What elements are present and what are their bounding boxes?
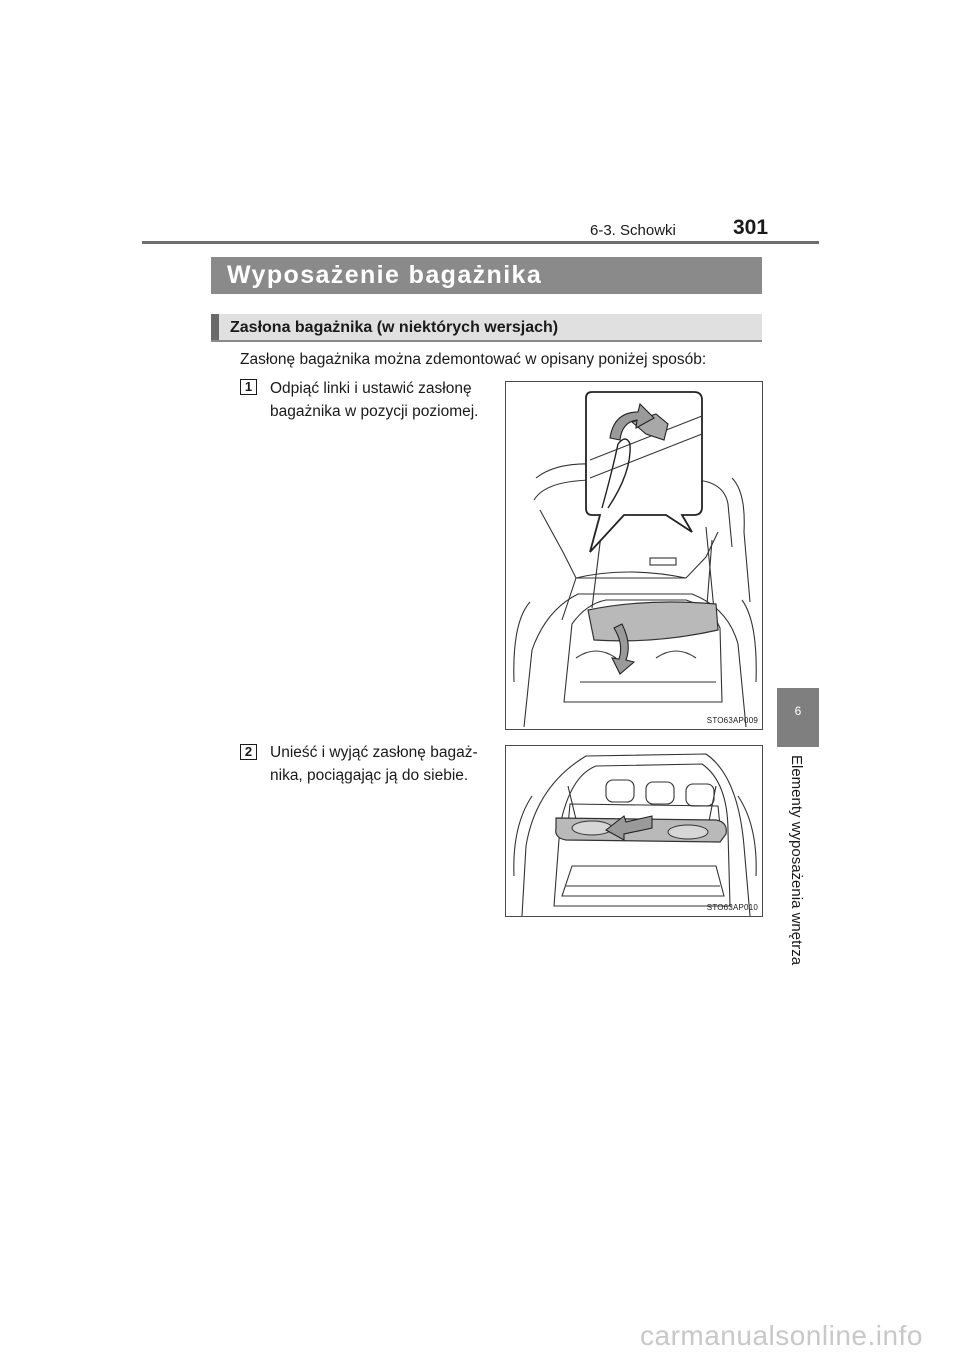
chapter-number: 6 <box>794 704 802 718</box>
watermark-text: carmanualsonline.info <box>640 1320 923 1351</box>
figure-step-1-hatchback-open <box>505 381 763 730</box>
subheading-bar <box>211 314 762 342</box>
figure-code-1: STO63AP009 <box>706 716 758 725</box>
step-2-line-1: Unieść i wyjąć zasłonę bagaż- <box>270 744 478 761</box>
subheading-marker <box>211 314 219 340</box>
step-2-number: 2 <box>240 744 257 760</box>
page-title: Wyposażenie bagażnika <box>211 257 762 294</box>
step-1-line-1: Odpiąć linki i ustawić zasłonę <box>270 380 472 397</box>
subheading-text: Zasłona bagażnika (w niektórych wersjach) <box>230 319 559 336</box>
step-1-text <box>270 377 494 423</box>
chapter-tab <box>777 688 819 747</box>
step-1-line-2: bagażnika w pozycji poziomej. <box>270 403 479 420</box>
illustration-remove-trunk-cover <box>506 746 763 917</box>
section-title: 6-3. Schowki <box>590 222 676 239</box>
intro-paragraph: Zasłonę bagażnika można zdemontować w opisany poniżej sposób: <box>240 351 707 368</box>
chapter-label: Elementy wyposażenia wnętrza <box>788 755 805 966</box>
step-1-number: 1 <box>240 379 257 395</box>
header-rule <box>142 241 819 244</box>
step-2-text <box>270 741 494 787</box>
figure-code-2: STO63AP010 <box>706 903 758 912</box>
page-number: 301 <box>733 216 769 239</box>
figure-step-2-remove-cover <box>505 745 763 917</box>
illustration-trunk-cover-strings <box>506 382 763 730</box>
step-2-line-2: nika, pociągając ją do siebie. <box>270 767 469 784</box>
